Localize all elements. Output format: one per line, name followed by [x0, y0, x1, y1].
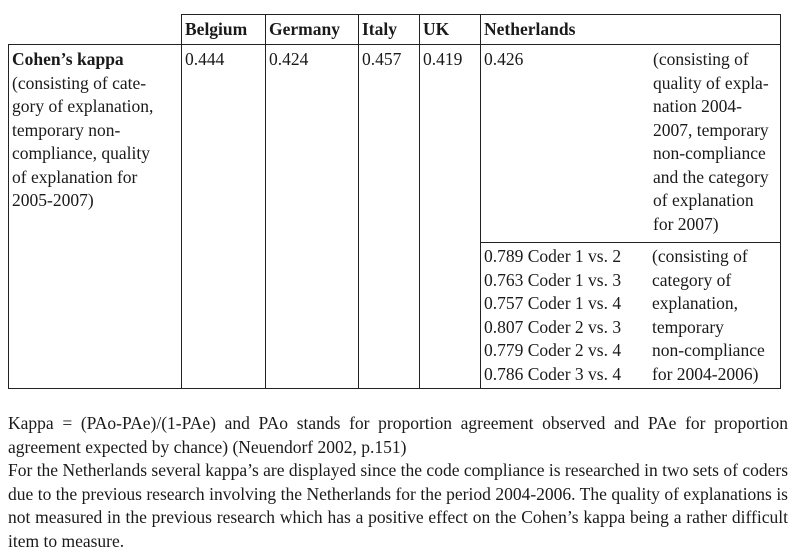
netherlands-cell [481, 45, 781, 389]
coder-note-line: temporary [652, 316, 724, 337]
value-netherlands: 0.426 [484, 49, 524, 69]
row-label-title: Cohen’s kappa [12, 49, 124, 69]
header-uk: UK [420, 15, 481, 45]
row-label-line: (consisting of cate- [12, 72, 147, 93]
footnote-formula: Kappa = (PAo-PAe)/(1-PAe) and PAo stands for proportion agreement observed and PAe for proportion agreement expected by chance) (Neuendorf 2002, p.151) [8, 413, 788, 457]
row-label-line: of explanation for [12, 166, 138, 187]
coder-pair-note [652, 245, 777, 386]
netherlands-note-line: (consisting of [653, 49, 749, 69]
header-netherlands: Netherlands [481, 15, 781, 45]
row-label-line: compliance, quality [12, 143, 151, 163]
netherlands-note [653, 48, 777, 236]
coder-note-line: explanation, [652, 293, 739, 313]
coder-pair-item: 0.789 Coder 1 vs. 2 [484, 246, 622, 266]
row-label-line: temporary non- [12, 119, 121, 140]
netherlands-note-line: 2007, temporary [653, 119, 769, 140]
header-row [9, 15, 781, 45]
row-label-cell [9, 45, 182, 389]
netherlands-overall [481, 45, 780, 243]
netherlands-note-line: quality of expla- [653, 72, 769, 93]
value-italy: 0.457 [359, 45, 420, 389]
value-uk: 0.419 [420, 45, 481, 389]
netherlands-note-line: and the category [653, 166, 769, 187]
coder-pair-item: 0.779 Coder 2 vs. 4 [484, 340, 622, 360]
coder-pair-item: 0.757 Coder 1 vs. 4 [484, 293, 622, 313]
coder-pair-list [484, 245, 652, 386]
kappa-table [8, 14, 781, 389]
netherlands-note-line: for 2007) [653, 213, 719, 234]
blank-corner-cell [9, 15, 182, 45]
coder-pair-item: 0.786 Coder 3 vs. 4 [484, 363, 622, 384]
netherlands-note-line: of explanation [653, 190, 754, 210]
header-belgium: Belgium [182, 15, 266, 45]
table-footnote [8, 412, 788, 553]
coder-note-line: category of [652, 269, 732, 290]
header-italy: Italy [359, 15, 420, 45]
netherlands-note-line: nation 2004- [653, 96, 742, 116]
coder-note-line: (consisting of [652, 246, 748, 266]
netherlands-coder-pairs [481, 243, 780, 388]
kappa-row [9, 45, 781, 389]
coder-note-line: non-compliance [652, 340, 765, 360]
coder-pair-item: 0.763 Coder 1 vs. 3 [484, 269, 622, 290]
row-label-line: 2005-2007) [12, 190, 94, 210]
footnote-explanation: For the Netherlands several kappa’s are displayed since the code compliance is researched in two sets of coders due to the previous research involving the Netherlands for the period 2004-2006. The quality of explanations is not measured in the previous research which has a positive effect on the Cohen’s kappa being a rather difficult item to measure. [8, 460, 788, 551]
row-label-line: gory of explanation, [12, 96, 154, 116]
netherlands-note-line: non-compliance [653, 143, 766, 163]
value-belgium: 0.444 [182, 45, 266, 389]
value-germany: 0.424 [266, 45, 359, 389]
coder-note-line: for 2004-2006) [652, 363, 759, 384]
coder-pair-item: 0.807 Coder 2 vs. 3 [484, 316, 622, 337]
header-germany: Germany [266, 15, 359, 45]
